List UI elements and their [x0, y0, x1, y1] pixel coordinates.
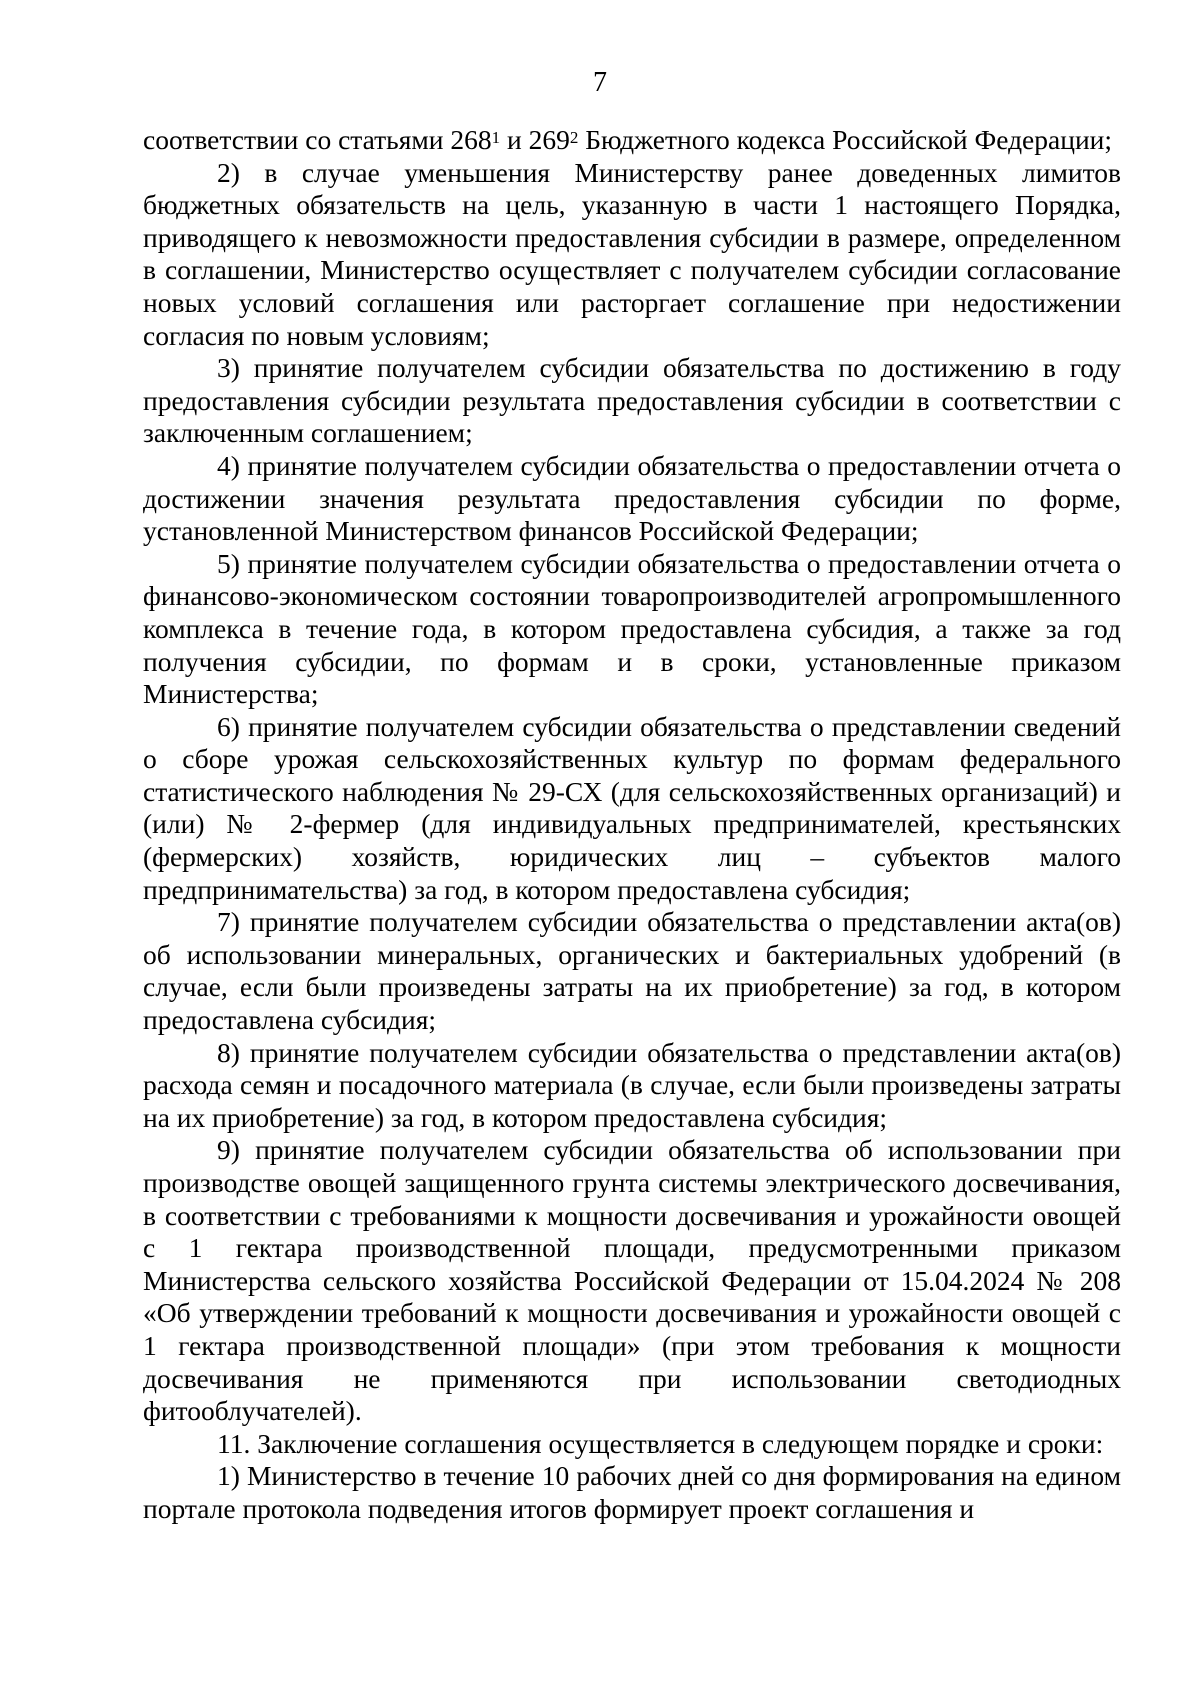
page-number: 7: [593, 67, 607, 98]
footnote-ref-2: 2: [569, 128, 579, 147]
list-item-6: 6) принятие получателем субсидии обязательства о представлении сведений о сборе урожая сельскохозяйственных культур по формам федерального статистического наблюдения № 29-СХ (для сельскохозяйственных организаций) и (или) № 2-фермер (для индивидуальных предпринимателей, крестьянских (фермерских) хозяйств, юридических лиц – субъектов малого предпринимательства) за год, в котором предоставлена субсидия;: [143, 710, 1121, 905]
opening-text-middle: и 269: [500, 124, 570, 155]
footnote-ref-1: 1: [491, 128, 501, 147]
list-item-2: 2) в случае уменьшения Министерству ранее доведенных лимитов бюджетных обязательств на цель, указанную в части 1 настоящего Порядка, приводящего к невозможности предоставления субсидии в размере, определенном в соглашении, Министерство осуществляет с получателем субсидии согласование новых условий соглашения или расторгает соглашение при недостижении согласия по новым условиям;: [143, 156, 1121, 351]
opening-text-start: соответствии со статьями 268: [143, 124, 492, 155]
list-item-7: 7) принятие получателем субсидии обязательства о представлении акта(ов) об использовании минеральных, органических и бактериальных удобрений (в случае, если были произведены затраты на их приобретение) за год, в котором предоставлена субсидия;: [143, 906, 1121, 1036]
section-11-item-1: 1) Министерство в течение 10 рабочих дней со дня формирования на едином портале протокола подведения итогов формирует проект соглашения и: [143, 1460, 1121, 1524]
list-item-3: 3) принятие получателем субсидии обязательства по достижению в году предоставления субсидии результата предоставления субсидии в соответствии с заключенным соглашением;: [143, 352, 1121, 449]
list-item-5: 5) принятие получателем субсидии обязательства о предоставлении отчета о финансово-экономическом состоянии товаропроизводителей агропромышленного комплекса в течение года, в котором предоставлена субсидия, а также за год получения субсидии, по формам и в сроки, установленные приказом Министерства;: [143, 547, 1121, 710]
section-11-heading: 11. Заключение соглашения осуществляется в следующем порядке и сроки:: [217, 1427, 1104, 1459]
opening-text-end: Бюджетного кодекса Российской Федерации;: [578, 124, 1113, 155]
list-item-9: 9) принятие получателем субсидии обязательства об использовании при производстве овощей защищенного грунта системы электрического досвечивания, в соответствии с требованиями к мощности досвечивания и урожайности овощей с 1 гектара производственной площади, предусмотренными приказом Министерства сельского хозяйства Российской Федерации от 15.04.2024 № 208 «Об утверждении требований к мощности досвечивания и урожайности овощей с 1 гектара производственной площади» (при этом требования к мощности досвечивания не применяются при использовании светодиодных фитооблучателей).: [143, 1134, 1121, 1427]
list-item-4: 4) принятие получателем субсидии обязательства о предоставлении отчета о достижении значения результата предоставления субсидии по форме, установленной Министерством финансов Российской Федерации;: [143, 449, 1121, 547]
list-item-8: 8) принятие получателем субсидии обязательства о представлении акта(ов) расхода семян и посадочного материала (в случае, если были произведены затраты на их приобретение) за год, в котором предоставлена субсидия;: [143, 1036, 1121, 1133]
opening-paragraph: [143, 124, 1121, 157]
document-body: [143, 124, 1121, 1526]
